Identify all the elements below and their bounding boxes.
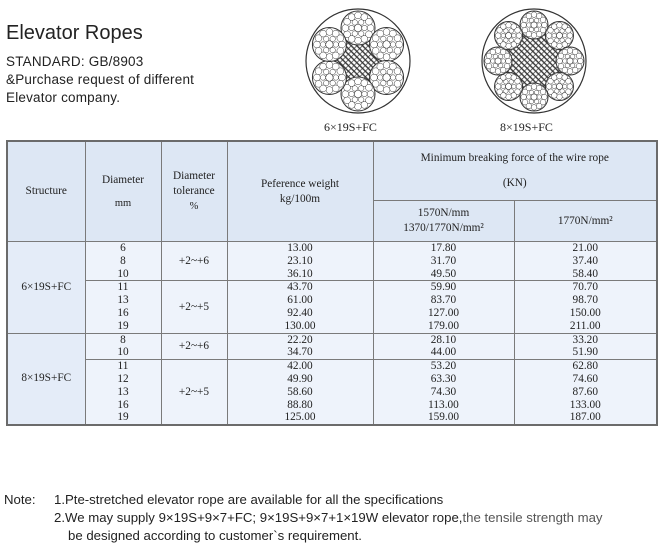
force-1570-cell: 44.00 (373, 346, 514, 359)
weight-cell: 88.80 (227, 399, 373, 412)
strand (520, 11, 548, 39)
diameter-cell: 13 (85, 386, 161, 399)
force-1570-cell: 113.00 (373, 399, 514, 412)
force-1770-cell: 187.00 (514, 411, 657, 425)
rope-cross-section-8x19-diagram (479, 6, 589, 116)
force-1770-cell: 58.40 (514, 268, 657, 281)
note-label: Note: (4, 492, 36, 507)
diameter-cell: 8 (85, 255, 161, 268)
table-row (7, 320, 657, 333)
table-row (7, 242, 657, 255)
force-1770-cell: 62.80 (514, 360, 657, 373)
weight-cell: 49.90 (227, 373, 373, 386)
force-1570-cell: 17.80 (373, 242, 514, 255)
col-header-diameter-unit: mm (114, 197, 132, 209)
table-row (7, 399, 657, 412)
diameter-cell: 11 (85, 281, 161, 294)
table-row (7, 307, 657, 320)
table-row (7, 294, 657, 307)
grade-1570-line2: 1370/1770N/mm² (403, 222, 484, 234)
table-body (7, 242, 657, 426)
note-line-3: be designed according to customer`s requirement. (68, 528, 362, 543)
col-header-structure: Structure (7, 141, 85, 242)
table-row (7, 255, 657, 268)
force-1570-cell: 127.00 (373, 307, 514, 320)
weight-cell: 36.10 (227, 268, 373, 281)
weight-cell: 13.00 (227, 242, 373, 255)
table-row (7, 281, 657, 294)
diameter-cell: 19 (85, 411, 161, 425)
grade-1570-line1: 1570N/mm (417, 207, 470, 219)
page-title: Elevator Ropes (6, 22, 143, 44)
standard-line: &Purchase request of different (6, 72, 195, 87)
weight-cell: 130.00 (227, 320, 373, 333)
table-header (7, 141, 657, 242)
strand (545, 72, 573, 100)
tolerance-cell: +2~+5 (161, 281, 227, 333)
strand (495, 22, 523, 50)
tolerance-cell: +2~+6 (161, 242, 227, 281)
table-row (7, 360, 657, 373)
diameter-cell: 16 (85, 307, 161, 320)
col-header-tolerance (161, 141, 227, 242)
force-1770-cell: 133.00 (514, 399, 657, 412)
force-1770-cell: 21.00 (514, 242, 657, 255)
force-1570-cell: 179.00 (373, 320, 514, 333)
col-header-grade-1570 (373, 201, 514, 242)
force-1570-cell: 53.20 (373, 360, 514, 373)
strand (556, 47, 584, 75)
note-line-1: 1.Pte-stretched elevator rope are available for all the specifications (54, 492, 444, 507)
table-row (7, 346, 657, 359)
standard-text (6, 53, 194, 107)
force-1570-cell: 159.00 (373, 411, 514, 425)
structure-cell: 8×19S+FC (7, 333, 85, 425)
force-1770-cell: 33.20 (514, 333, 657, 346)
col-header-weight-label: Peference weight (260, 177, 340, 190)
force-1770-cell: 211.00 (514, 320, 657, 333)
diameter-cell: 8 (85, 333, 161, 346)
diameter-cell: 16 (85, 399, 161, 412)
rope-cross-section-6x19-diagram (303, 6, 413, 116)
table-row (7, 411, 657, 425)
weight-cell: 92.40 (227, 307, 373, 320)
col-header-tolerance-unit: % (189, 201, 199, 212)
col-header-weight (227, 141, 373, 242)
structure-cell: 6×19S+FC (7, 242, 85, 334)
force-1570-cell: 63.30 (373, 373, 514, 386)
force-1770-cell: 87.60 (514, 386, 657, 399)
diameter-cell: 10 (85, 346, 161, 359)
col-header-diameter-label: Diameter (101, 173, 145, 186)
strand (370, 28, 404, 62)
diameter-cell: 6 (85, 242, 161, 255)
weight-cell: 58.60 (227, 386, 373, 399)
weight-cell: 34.70 (227, 346, 373, 359)
force-1770-cell: 51.90 (514, 346, 657, 359)
diagram-caption-6x19: 6×19S+FC (324, 120, 377, 134)
force-1770-cell: 74.60 (514, 373, 657, 386)
rope-spec-table (6, 140, 658, 426)
standard-line: Elevator company. (6, 90, 121, 105)
note-line-2-part-b: the tensile strength may (462, 510, 603, 525)
col-header-force-unit: (KN) (502, 177, 527, 189)
strand (312, 28, 346, 62)
strand (545, 22, 573, 50)
table-row (7, 268, 657, 281)
weight-cell: 125.00 (227, 411, 373, 425)
strand (312, 61, 346, 95)
force-1570-cell: 31.70 (373, 255, 514, 268)
note-line-2 (54, 509, 603, 527)
col-header-weight-unit: kg/100m (279, 192, 321, 205)
table-row (7, 386, 657, 399)
force-1570-cell: 83.70 (373, 294, 514, 307)
strand (495, 72, 523, 100)
diameter-cell: 10 (85, 268, 161, 281)
col-header-diameter (85, 141, 161, 242)
col-header-breaking-force (373, 141, 657, 201)
col-header-force-label: Minimum breaking force of the wire rope (420, 152, 609, 164)
diameter-cell: 12 (85, 373, 161, 386)
weight-cell: 61.00 (227, 294, 373, 307)
diameter-cell: 19 (85, 320, 161, 333)
diameter-cell: 13 (85, 294, 161, 307)
force-1570-cell: 59.90 (373, 281, 514, 294)
strand (520, 83, 548, 111)
note-line-2-part-a: 2.We may supply 9×19S+9×7+FC; 9×19S+9×7+1×19W elevator rope, (54, 510, 463, 525)
force-1770-cell: 70.70 (514, 281, 657, 294)
weight-cell: 22.20 (227, 333, 373, 346)
weight-cell: 43.70 (227, 281, 373, 294)
force-1770-cell: 150.00 (514, 307, 657, 320)
diameter-cell: 11 (85, 360, 161, 373)
force-1770-cell: 37.40 (514, 255, 657, 268)
table-row (7, 333, 657, 346)
force-1770-cell: 98.70 (514, 294, 657, 307)
tolerance-cell: +2~+5 (161, 360, 227, 425)
force-1570-cell: 49.50 (373, 268, 514, 281)
table-row (7, 373, 657, 386)
weight-cell: 42.00 (227, 360, 373, 373)
strand (484, 47, 512, 75)
force-1570-cell: 74.30 (373, 386, 514, 399)
standard-line: STANDARD: GB/8903 (6, 54, 144, 69)
tolerance-cell: +2~+6 (161, 333, 227, 360)
diagram-caption-8x19: 8×19S+FC (500, 120, 553, 134)
force-1570-cell: 28.10 (373, 333, 514, 346)
weight-cell: 23.10 (227, 255, 373, 268)
col-header-tolerance-label: Diameter tolerance (172, 170, 216, 197)
col-header-grade-1770: 1770N/mm² (514, 201, 657, 242)
